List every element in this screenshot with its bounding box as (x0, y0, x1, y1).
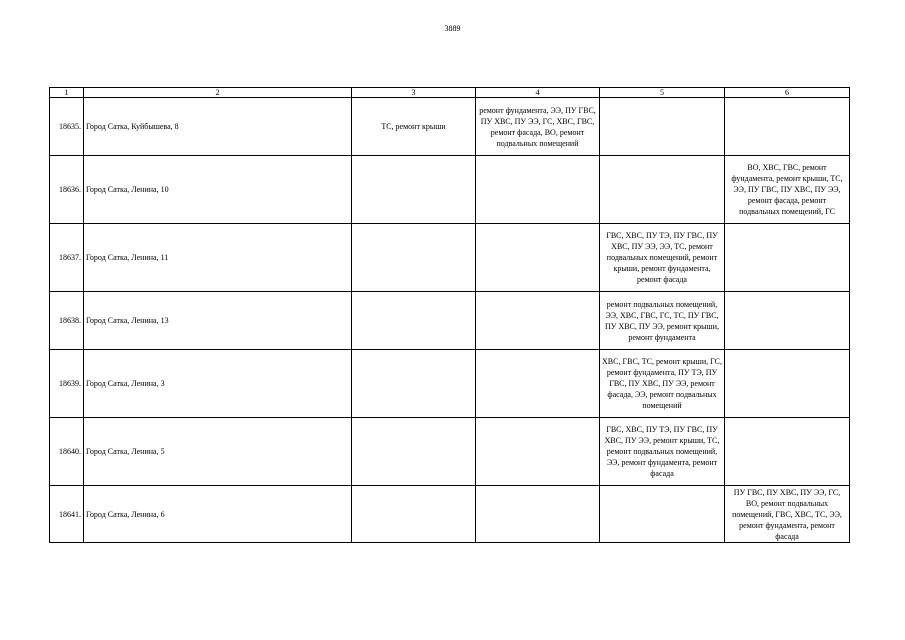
row-number: 18641. (50, 486, 84, 543)
column-header: 5 (600, 88, 725, 98)
works-cell-col5: ГВС, ХВС, ПУ ТЭ, ПУ ГВС, ПУ ХВС, ПУ ЭЭ, ремонт крыши, ТС, ремонт подвальных помещений, ЭЭ, ремонт фундамента, ремонт фасада (600, 418, 725, 486)
row-number: 18639. (50, 350, 84, 418)
works-cell-col6 (725, 98, 850, 156)
address-cell: Город Сатка, Ленина, 13 (84, 292, 352, 350)
address-cell: Город Сатка, Ленина, 5 (84, 418, 352, 486)
works-cell-col5: ГВС, ХВС, ПУ ТЭ, ПУ ГВС, ПУ ХВС, ПУ ЭЭ, ЭЭ, ТС, ремонт подвальных помещений, ремонт крыши, ремонт фундамента, ремонт фасада (600, 224, 725, 292)
column-header: 3 (352, 88, 476, 98)
table-row (50, 418, 850, 486)
works-cell-col3 (352, 292, 476, 350)
column-header: 4 (476, 88, 600, 98)
works-cell-col5: ремонт подвальных помещений, ЭЭ, ХВС, ГВС, ГС, ТС, ПУ ГВС, ПУ ХВС, ПУ ЭЭ, ремонт крыши, ремонт фундамента (600, 292, 725, 350)
page-number: 3889 (444, 24, 461, 33)
works-cell-col4 (476, 292, 600, 350)
row-number: 18640. (50, 418, 84, 486)
works-cell-col5 (600, 156, 725, 224)
works-cell-col3 (352, 350, 476, 418)
row-number: 18636. (50, 156, 84, 224)
works-cell-col6 (725, 418, 850, 486)
table-row (50, 98, 850, 156)
row-number: 18638. (50, 292, 84, 350)
works-cell-col3 (352, 418, 476, 486)
works-cell-col6 (725, 350, 850, 418)
works-cell-col3 (352, 486, 476, 543)
works-cell-col6: ПУ ГВС, ПУ ХВС, ПУ ЭЭ, ГС, ВО, ремонт подвальных помещений, ГВС, ХВС, ТС, ЭЭ, ремонт фундамента, ремонт фасада (725, 486, 850, 543)
repair-schedule-table (49, 87, 850, 543)
row-number: 18635. (50, 98, 84, 156)
works-cell-col3: ТС, ремонт крыши (352, 98, 476, 156)
column-header: 6 (725, 88, 850, 98)
works-cell-col6 (725, 224, 850, 292)
address-cell: Город Сатка, Ленина, 3 (84, 350, 352, 418)
column-header: 1 (50, 88, 84, 98)
table-row (50, 156, 850, 224)
works-cell-col4 (476, 486, 600, 543)
table-row (50, 350, 850, 418)
works-cell-col4: ремонт фундамента, ЭЭ, ПУ ГВС, ПУ ХВС, ПУ ЭЭ, ГС, ХВС, ГВС, ремонт фасада, ВО, ремонт подвальных помещений (476, 98, 600, 156)
works-cell-col3 (352, 156, 476, 224)
address-cell: Город Сатка, Куйбышева, 8 (84, 98, 352, 156)
address-cell: Город Сатка, Ленина, 6 (84, 486, 352, 543)
works-cell-col6 (725, 292, 850, 350)
works-cell-col4 (476, 156, 600, 224)
table-row (50, 224, 850, 292)
address-cell: Город Сатка, Ленина, 10 (84, 156, 352, 224)
header-row (50, 88, 850, 98)
works-cell-col5 (600, 98, 725, 156)
works-cell-col3 (352, 224, 476, 292)
table-row (50, 486, 850, 543)
column-header: 2 (84, 88, 352, 98)
works-cell-col4 (476, 418, 600, 486)
works-cell-col5 (600, 486, 725, 543)
works-cell-col4 (476, 350, 600, 418)
address-cell: Город Сатка, Ленина, 11 (84, 224, 352, 292)
works-cell-col4 (476, 224, 600, 292)
works-cell-col6: ВО, ХВС, ГВС, ремонт фундамента, ремонт крыши, ТС, ЭЭ, ПУ ГВС, ПУ ХВС, ПУ ЭЭ, ремонт фасада, ремонт подвальных помещений, ГС (725, 156, 850, 224)
table-row (50, 292, 850, 350)
works-cell-col5: ХВС, ГВС, ТС, ремонт крыши, ГС, ремонт фундамента, ПУ ТЭ, ПУ ГВС, ПУ ХВС, ПУ ЭЭ, ремонт фасада, ЭЭ, ремонт подвальных помещений (600, 350, 725, 418)
row-number: 18637. (50, 224, 84, 292)
